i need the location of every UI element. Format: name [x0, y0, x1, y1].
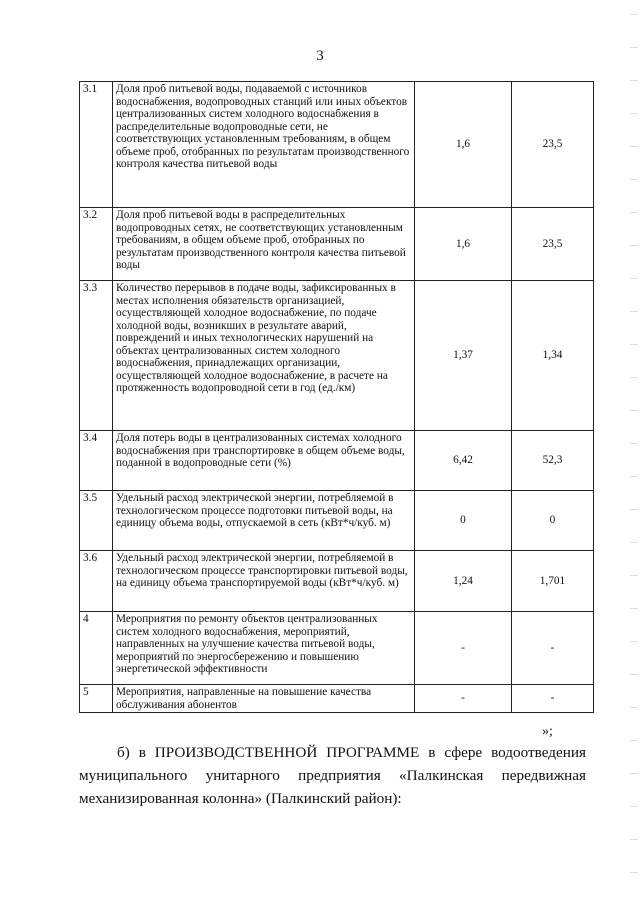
table-row [80, 208, 594, 281]
closing-quote-mark: »; [542, 724, 553, 739]
table-row [80, 281, 594, 431]
row-number: 3.5 [80, 491, 113, 551]
program-paragraph [79, 741, 586, 810]
page-number: 3 [316, 48, 324, 64]
row-description: Удельный расход электрической энергии, потребляемой в технологическом процессе транспортировки питьевой воды, на единицу объема транспортируемой воды (кВт*ч/куб. м) [113, 551, 415, 612]
row-number: 3.1 [80, 82, 113, 208]
paragraph-line: муниципального унитарного предприятия «Палкинская передвижная [79, 767, 586, 784]
table-row [80, 612, 594, 685]
row-value-1: - [415, 685, 512, 713]
paragraph-line: механизированная колонна» (Палкинский район): [79, 790, 402, 807]
indicators-table-body [80, 82, 594, 713]
row-value-2: 23,5 [512, 208, 594, 281]
scan-edge-marks [630, 0, 638, 905]
table-row [80, 685, 594, 713]
row-number: 5 [80, 685, 113, 713]
row-description: Удельный расход электрической энергии, потребляемой в технологическом процессе подготовки питьевой воды, на единицу объема воды, отпускаемой в сеть (кВт*ч/куб. м) [113, 491, 415, 551]
row-value-1: 1,37 [415, 281, 512, 431]
row-number: 3.4 [80, 431, 113, 491]
row-number: 3.6 [80, 551, 113, 612]
table-row [80, 431, 594, 491]
table-row [80, 491, 594, 551]
row-value-2: 52,3 [512, 431, 594, 491]
row-value-1: 0 [415, 491, 512, 551]
row-description: Доля потерь воды в централизованных системах холодного водоснабжения при транспортировке в общем объеме воды, поданной в водопроводные сети (%) [113, 431, 415, 491]
row-value-2: - [512, 685, 594, 713]
row-value-1: 1,6 [415, 82, 512, 208]
row-number: 4 [80, 612, 113, 685]
row-description: Мероприятия, направленные на повышение качества обслуживания абонентов [113, 685, 415, 713]
row-description: Количество перерывов в подаче воды, зафиксированных в местах исполнения обязательств организацией, осуществляющей холодное водоснабжение, по подаче холодной воды, возникших в результате аварий, повреждений и иных технологических нарушений на объектах централизованных систем холодного водоснабжения, принадлежащих организации, осуществляющей холодное водоснабжение, в расчете на протяженность водопроводной сети в год (ед./км) [113, 281, 415, 431]
row-description: Доля проб питьевой воды, подаваемой с источников водоснабжения, водопроводных станций или иных объектов централизованных систем холодного водоснабжения в распределительные водопроводные сети, не соответствующих установленным требованиям, в общем объеме проб, отобранных по результатам производственного контроля качества питьевой воды [113, 82, 415, 208]
row-number: 3.3 [80, 281, 113, 431]
row-value-2: 1,34 [512, 281, 594, 431]
row-value-2: - [512, 612, 594, 685]
row-value-2: 0 [512, 491, 594, 551]
row-value-1: 1,24 [415, 551, 512, 612]
paragraph-line: б) в ПРОИЗВОДСТВЕННОЙ ПРОГРАММЕ в сфере водоотведения [117, 744, 586, 761]
row-description: Доля проб питьевой воды в распределительных водопроводных сетях, не соответствующих установленным требованиям, в общем объеме проб, отобранных по результатам производственного контроля качества питьевой воды [113, 208, 415, 281]
row-number: 3.2 [80, 208, 113, 281]
table-row [80, 551, 594, 612]
row-description: Мероприятия по ремонту объектов централизованных систем холодного водоснабжения, мероприятий, направленных на улучшение качества питьевой воды, мероприятий по энергосбережению и повышению энергетической эффективности [113, 612, 415, 685]
row-value-2: 1,701 [512, 551, 594, 612]
indicators-table [79, 81, 594, 713]
row-value-1: - [415, 612, 512, 685]
row-value-1: 1,6 [415, 208, 512, 281]
table-row [80, 82, 594, 208]
row-value-2: 23,5 [512, 82, 594, 208]
row-value-1: 6,42 [415, 431, 512, 491]
